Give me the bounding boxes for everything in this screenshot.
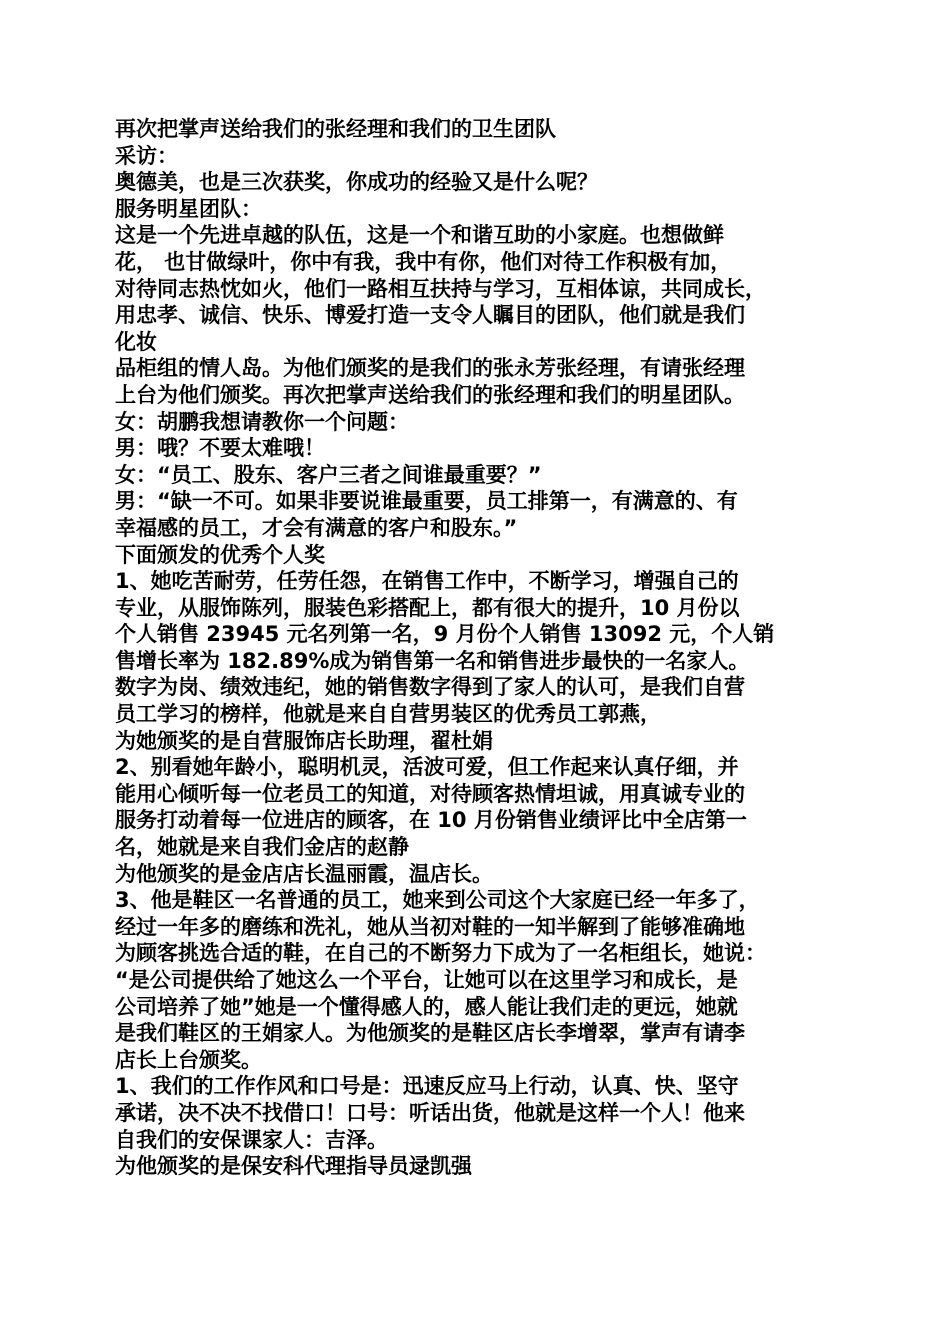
text-line: 服务打动着每一位进店的顾客，在 10 月份销售业绩评比中全店第一 bbox=[115, 808, 747, 833]
text-line: 个人销售 23945 元名列第一名，9 月份个人销售 13092 元，个人销 bbox=[115, 622, 775, 647]
text-line: 是我们鞋区的王娟家人。为他颁奖的是鞋区店长李增翠，掌声有请李 bbox=[115, 1021, 745, 1046]
text-line: “是公司提供给了她这么一个平台，让她可以在这里学习和成长，是 bbox=[115, 968, 738, 992]
document-body bbox=[115, 116, 845, 1180]
text-line: 1、她吃苦耐劳，任劳任怨，在销售工作中，不断学习，增强自己的 bbox=[115, 569, 739, 594]
text-line: 采访： bbox=[115, 143, 178, 168]
text-line: 为他颁奖的是保安科代理指导员逯凯强 bbox=[115, 1154, 472, 1179]
text-line: 奥德美，也是三次获奖，你成功的经验又是什么呢？ bbox=[115, 170, 598, 195]
text-line: 3、他是鞋区一名普通的员工，她来到公司这个大家庭已经一年多了， bbox=[115, 888, 760, 913]
text-line: 专业，从服饰陈列，服装色彩搭配上，都有很大的提升，10 月份以 bbox=[115, 595, 740, 620]
text-line: 店长上台颁奖。 bbox=[115, 1047, 262, 1072]
text-line: 服务明星团队： bbox=[115, 196, 262, 221]
text-line: 品柜组的情人岛。为他们颁奖的是我们的张永芳张经理，有请张经理 bbox=[115, 356, 745, 381]
text-line: 为顾客挑选合适的鞋，在自己的不断努力下成为了一名柜组长，她说： bbox=[115, 941, 766, 966]
text-line: 为她颁奖的是自营服饰店长助理，翟杜娟 bbox=[115, 728, 493, 753]
text-line: 自我们的安保课家人：吉泽。 bbox=[115, 1127, 388, 1152]
text-line: 为他颁奖的是金店店长温丽霞，温店长。 bbox=[115, 861, 493, 886]
text-line: 男：哦？不要太难哦！ bbox=[115, 436, 325, 461]
text-line: 花， 也甘做绿叶，你中有我，我中有你，他们对待工作积极有加， bbox=[115, 249, 732, 274]
text-line: 能用心倾听每一位老员工的知道，对待顾客热情坦诚，用真诚专业的 bbox=[115, 781, 745, 806]
text-line: 用忠孝、诚信、快乐、博爱打造一支令人瞩目的团队，他们就是我们 bbox=[115, 303, 745, 328]
text-line: 公司培养了她”她是一个懂得感人的，感人能让我们走的更远，她就 bbox=[115, 994, 738, 1019]
text-line: 女：“员工、股东、客户三者之间谁最重要？” bbox=[115, 462, 542, 487]
text-line: 承诺，决不决不找借口！口号：听话出货，他就是这样一个人！他来 bbox=[115, 1100, 745, 1125]
text-line: 经过一年多的磨练和洗礼，她从当初对鞋的一知半解到了能够准确地 bbox=[115, 914, 745, 939]
text-line: 对待同志热忱如火，他们一路相互扶持与学习，互相体谅，共同成长， bbox=[115, 276, 766, 301]
text-line: 数字为岗、绩效违纪，她的销售数字得到了家人的认可，是我们自营 bbox=[115, 675, 745, 700]
text-line: 员工学习的榜样，他就是来自自营男装区的优秀员工郭燕， bbox=[115, 702, 661, 727]
text-line: 售增长率为 182.89%成为销售第一名和销售进步最快的一名家人。 bbox=[115, 648, 750, 673]
text-line: 名，她就是来自我们金店的赵静 bbox=[115, 835, 409, 860]
text-line: 幸福感的员工，才会有满意的客户和股东。” bbox=[115, 515, 518, 540]
text-line: 女：胡鹏我想请教你一个问题： bbox=[115, 409, 409, 434]
text-line: 1、我们的工作作风和口号是：迅速反应马上行动，认真、快、坚守 bbox=[115, 1074, 739, 1099]
text-line: 化妆 bbox=[115, 329, 157, 354]
text-line: 这是一个先进卓越的队伍，这是一个和谐互助的小家庭。也想做鲜 bbox=[115, 223, 724, 248]
text-line: 再次把掌声送给我们的张经理和我们的卫生团队 bbox=[115, 117, 556, 141]
text-line: 下面颁发的优秀个人奖 bbox=[115, 542, 325, 567]
text-line: 上台为他们颁奖。再次把掌声送给我们的张经理和我们的明星团队。 bbox=[115, 382, 745, 407]
text-line: 2、别看她年龄小，聪明机灵，活波可爱，但工作起来认真仔细，并 bbox=[115, 755, 739, 780]
text-line: 男：“缺一不可。如果非要说谁最重要，员工排第一，有满意的、有 bbox=[115, 489, 738, 514]
